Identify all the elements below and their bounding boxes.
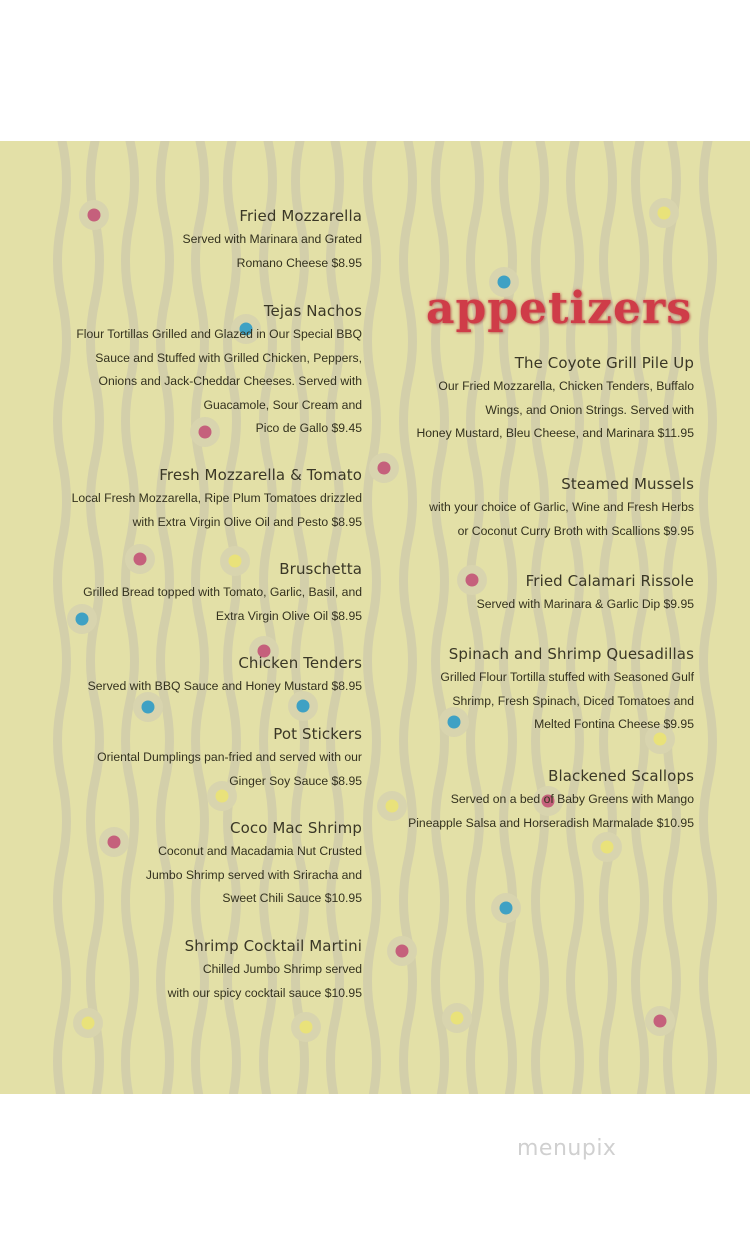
menu-item	[70, 301, 362, 441]
menu-item-name: Steamed Mussels	[561, 475, 694, 493]
menu-item-description-line: Romano Cheese $8.95	[236, 255, 362, 270]
menu-item-description-line: Served with BBQ Sauce and Honey Mustard $8.95	[87, 679, 362, 693]
menu-item-description-line: Honey Mustard, Bleu Cheese, and Marinara $11.95	[416, 426, 694, 441]
menu-item-description	[70, 323, 362, 441]
menu-item-name: Fried Mozzarella	[239, 207, 362, 225]
menu-item-description-line: Pico de Gallo $9.45	[255, 421, 362, 436]
menu-item-description-line: with your choice of Garlic, Wine and Fresh Herbs	[429, 500, 694, 514]
menu-item-description	[70, 746, 362, 793]
menu-item-description-line: Our Fried Mozzarella, Chicken Tenders, Buffalo	[438, 379, 694, 393]
menu-item-name: The Coyote Grill Pile Up	[514, 354, 694, 372]
menu-item-description-line: Melted Fontina Cheese $9.95	[534, 717, 694, 732]
menu-item-description	[400, 375, 694, 446]
menu-item	[70, 818, 362, 911]
menu-item-name: Bruschetta	[279, 560, 362, 578]
menu-item-description-line: Grilled Flour Tortilla stuffed with Seasoned Gulf	[440, 670, 694, 684]
menu-item-description	[400, 788, 694, 835]
menu-item-description-line: Served with Marinara & Garlic Dip $9.95	[476, 597, 694, 611]
menu-item-name: Fresh Mozzarella & Tomato	[159, 466, 362, 484]
menu-item	[70, 559, 362, 628]
menu-item-description-line: Guacamole, Sour Cream and	[203, 397, 362, 412]
menu-item-description-line: Local Fresh Mozzarella, Ripe Plum Tomatoes drizzled	[71, 491, 362, 505]
menu-item-description	[400, 496, 694, 543]
menu-item-description	[70, 487, 362, 534]
menu-item-description	[70, 675, 362, 699]
menu-item-description-line: Flour Tortillas Grilled and Glazed in Our Special BBQ	[76, 327, 362, 341]
menu-item-description	[70, 958, 362, 1005]
menu-item	[70, 936, 362, 1005]
menu-item-name: Tejas Nachos	[263, 302, 362, 320]
menu-item	[400, 644, 694, 737]
menu-item-name: Fried Calamari Rissole	[525, 572, 694, 590]
menu-item	[400, 474, 694, 543]
menu-item-description	[70, 840, 362, 911]
menu-panel	[0, 141, 750, 1094]
menu-item	[400, 571, 694, 617]
menu-item-description-line: or Coconut Curry Broth with Scallions $9.95	[457, 523, 694, 538]
menu-item-description-line: Sauce and Stuffed with Grilled Chicken, Peppers,	[95, 350, 362, 365]
section-heading: appetizers	[425, 283, 692, 334]
menupix-watermark: menupix	[517, 1136, 617, 1161]
menu-item	[70, 465, 362, 534]
menu-item	[400, 353, 694, 446]
menu-item-description-line: Served on a bed of Baby Greens with Mango	[450, 792, 694, 806]
menu-item-name: Chicken Tenders	[238, 654, 362, 672]
menu-item-name: Pot Stickers	[273, 725, 362, 743]
menu-item-name: Blackened Scallops	[548, 767, 694, 785]
menu-item-name: Coco Mac Shrimp	[230, 819, 362, 837]
menu-item-name: Shrimp Cocktail Martini	[184, 937, 362, 955]
menu-item-description-line: Served with Marinara and Grated	[182, 232, 362, 246]
menu-item-description-line: Wings, and Onion Strings. Served with	[485, 402, 694, 417]
menu-item	[70, 653, 362, 699]
menu-item	[400, 766, 694, 835]
menu-item-description-line: Oriental Dumplings pan-fried and served with our	[97, 750, 362, 764]
menu-item-description	[70, 581, 362, 628]
menu-item-name: Spinach and Shrimp Quesadillas	[448, 645, 694, 663]
menu-item-description-line: Pineapple Salsa and Horseradish Marmalade $10.95	[408, 815, 694, 830]
menu-item-description-line: Extra Virgin Olive Oil $8.95	[215, 608, 362, 623]
menu-item-description	[70, 228, 362, 275]
menu-item-description-line: Grilled Bread topped with Tomato, Garlic, Basil, and	[83, 585, 362, 599]
menu-item-description-line: Onions and Jack-Cheddar Cheeses. Served with	[98, 374, 362, 389]
menu-item-description	[400, 593, 694, 617]
menu-item-description-line: with our spicy cocktail sauce $10.95	[167, 985, 362, 1000]
menu-item-description-line: Ginger Soy Sauce $8.95	[229, 773, 362, 788]
menu-item-description	[400, 666, 694, 737]
menu-item	[70, 206, 362, 275]
menu-item-description-line: Chilled Jumbo Shrimp served	[202, 962, 362, 976]
menu-item-description-line: Sweet Chili Sauce $10.95	[222, 891, 362, 906]
menu-item-description-line: Shrimp, Fresh Spinach, Diced Tomatoes and	[452, 693, 694, 708]
menu-item-description-line: with Extra Virgin Olive Oil and Pesto $8.95	[132, 514, 362, 529]
menu-item	[70, 724, 362, 793]
menu-item-description-line: Jumbo Shrimp served with Sriracha and	[145, 867, 362, 882]
menu-item-description-line: Coconut and Macadamia Nut Crusted	[158, 844, 362, 858]
